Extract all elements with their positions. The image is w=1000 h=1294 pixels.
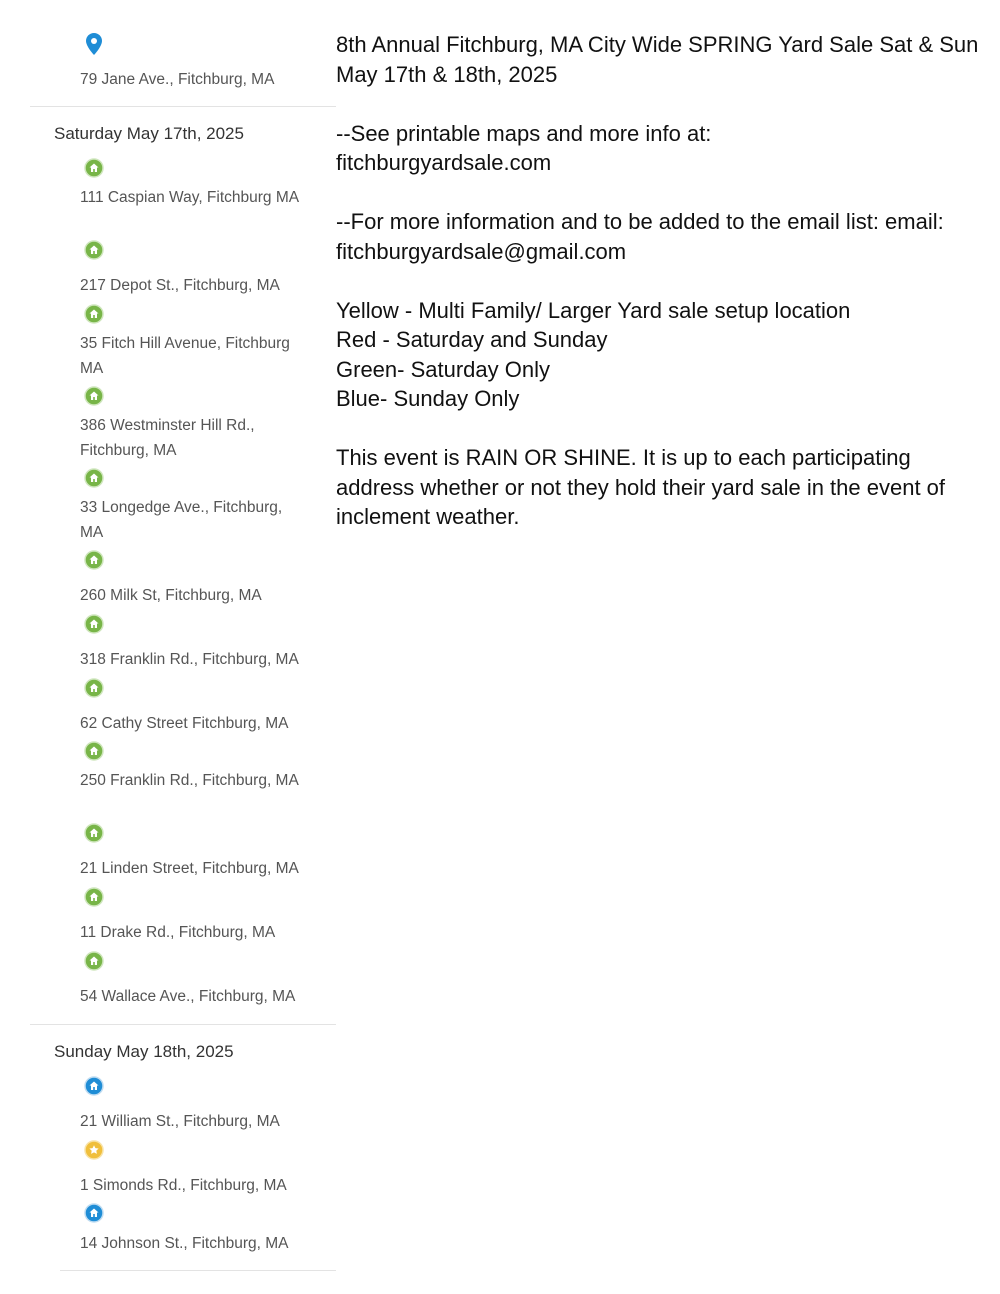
map-pin-icon[interactable] — [86, 33, 102, 55]
sidebar-location-list — [0, 0, 336, 1294]
home-icon[interactable] — [84, 550, 104, 570]
maps-info: --See printable maps and more info at: — [336, 120, 712, 146]
star-icon[interactable] — [84, 1140, 104, 1160]
rain-notice: This event is RAIN OR SHINE. It is up to each participating — [336, 445, 911, 470]
home-icon[interactable] — [84, 468, 104, 488]
home-icon[interactable] — [84, 240, 104, 260]
email-info: --For more information and to be added to the email list: email: — [336, 209, 944, 234]
list-item-address[interactable]: 318 Franklin Rd., Fitchburg, MA — [80, 651, 299, 668]
list-item-address[interactable]: 79 Jane Ave., Fitchburg, MA — [80, 71, 275, 88]
rain-notice: address whether or not they hold their yard sale in the event of — [336, 474, 946, 500]
list-item-address[interactable]: 62 Cathy Street Fitchburg, MA — [80, 715, 289, 732]
divider — [30, 1024, 336, 1025]
list-item-address[interactable]: 217 Depot St., Fitchburg, MA — [80, 277, 280, 294]
home-icon[interactable] — [84, 741, 104, 761]
list-item-address[interactable]: 260 Milk St, Fitchburg, MA — [80, 587, 262, 604]
home-icon[interactable] — [84, 887, 104, 907]
list-item-address[interactable]: 21 Linden Street, Fitchburg, MA — [80, 860, 299, 877]
list-item-address[interactable]: 54 Wallace Ave., Fitchburg, MA — [80, 988, 296, 1005]
rain-notice: inclement weather. — [336, 504, 520, 529]
event-description — [336, 30, 986, 532]
list-item-address[interactable]: 111 Caspian Way, Fitchburg MA — [80, 189, 300, 206]
list-item-address[interactable]: 33 Longedge Ave., Fitchburg, MA — [80, 499, 283, 541]
list-item-address[interactable]: 14 Johnson St., Fitchburg, MA — [80, 1235, 289, 1252]
list-item-address[interactable]: 250 Franklin Rd., Fitchburg, MA — [80, 772, 299, 789]
home-icon[interactable] — [84, 1076, 104, 1096]
home-icon[interactable] — [84, 304, 104, 324]
day-header-saturday: Saturday May 17th, 2025 — [54, 124, 244, 143]
legend-yellow: Yellow - Multi Family/ Larger Yard sale setup location — [336, 297, 851, 323]
home-icon[interactable] — [84, 823, 104, 843]
home-icon[interactable] — [84, 386, 104, 406]
list-item-address[interactable]: 11 Drake Rd., Fitchburg, MA — [80, 924, 276, 941]
home-icon[interactable] — [84, 158, 104, 178]
divider — [60, 1270, 336, 1271]
list-item-address[interactable]: 386 Westminster Hill Rd., Fitchburg, MA — [80, 417, 255, 459]
event-title: 8th Annual Fitchburg, MA City Wide SPRING Yard Sale Sat & Sun — [336, 32, 979, 57]
divider — [30, 106, 336, 107]
email-link[interactable]: fitchburgyardsale@gmail.com — [336, 238, 627, 264]
website-link[interactable]: fitchburgyardsale.com — [336, 150, 552, 175]
home-icon[interactable] — [84, 614, 104, 634]
legend-red: Red - Saturday and Sunday — [336, 327, 608, 352]
list-item-address[interactable]: 1 Simonds Rd., Fitchburg, MA — [80, 1177, 287, 1194]
home-icon[interactable] — [84, 951, 104, 971]
day-header-sunday: Sunday May 18th, 2025 — [54, 1042, 234, 1061]
legend-blue: Blue- Sunday Only — [336, 386, 520, 411]
home-icon[interactable] — [84, 1203, 104, 1223]
event-dates: May 17th & 18th, 2025 — [336, 61, 558, 87]
list-item-address[interactable]: 21 William St., Fitchburg, MA — [80, 1113, 280, 1130]
home-icon[interactable] — [84, 678, 104, 698]
legend-green: Green- Saturday Only — [336, 356, 550, 382]
list-item-address[interactable]: 35 Fitch Hill Avenue, Fitchburg MA — [80, 335, 290, 377]
